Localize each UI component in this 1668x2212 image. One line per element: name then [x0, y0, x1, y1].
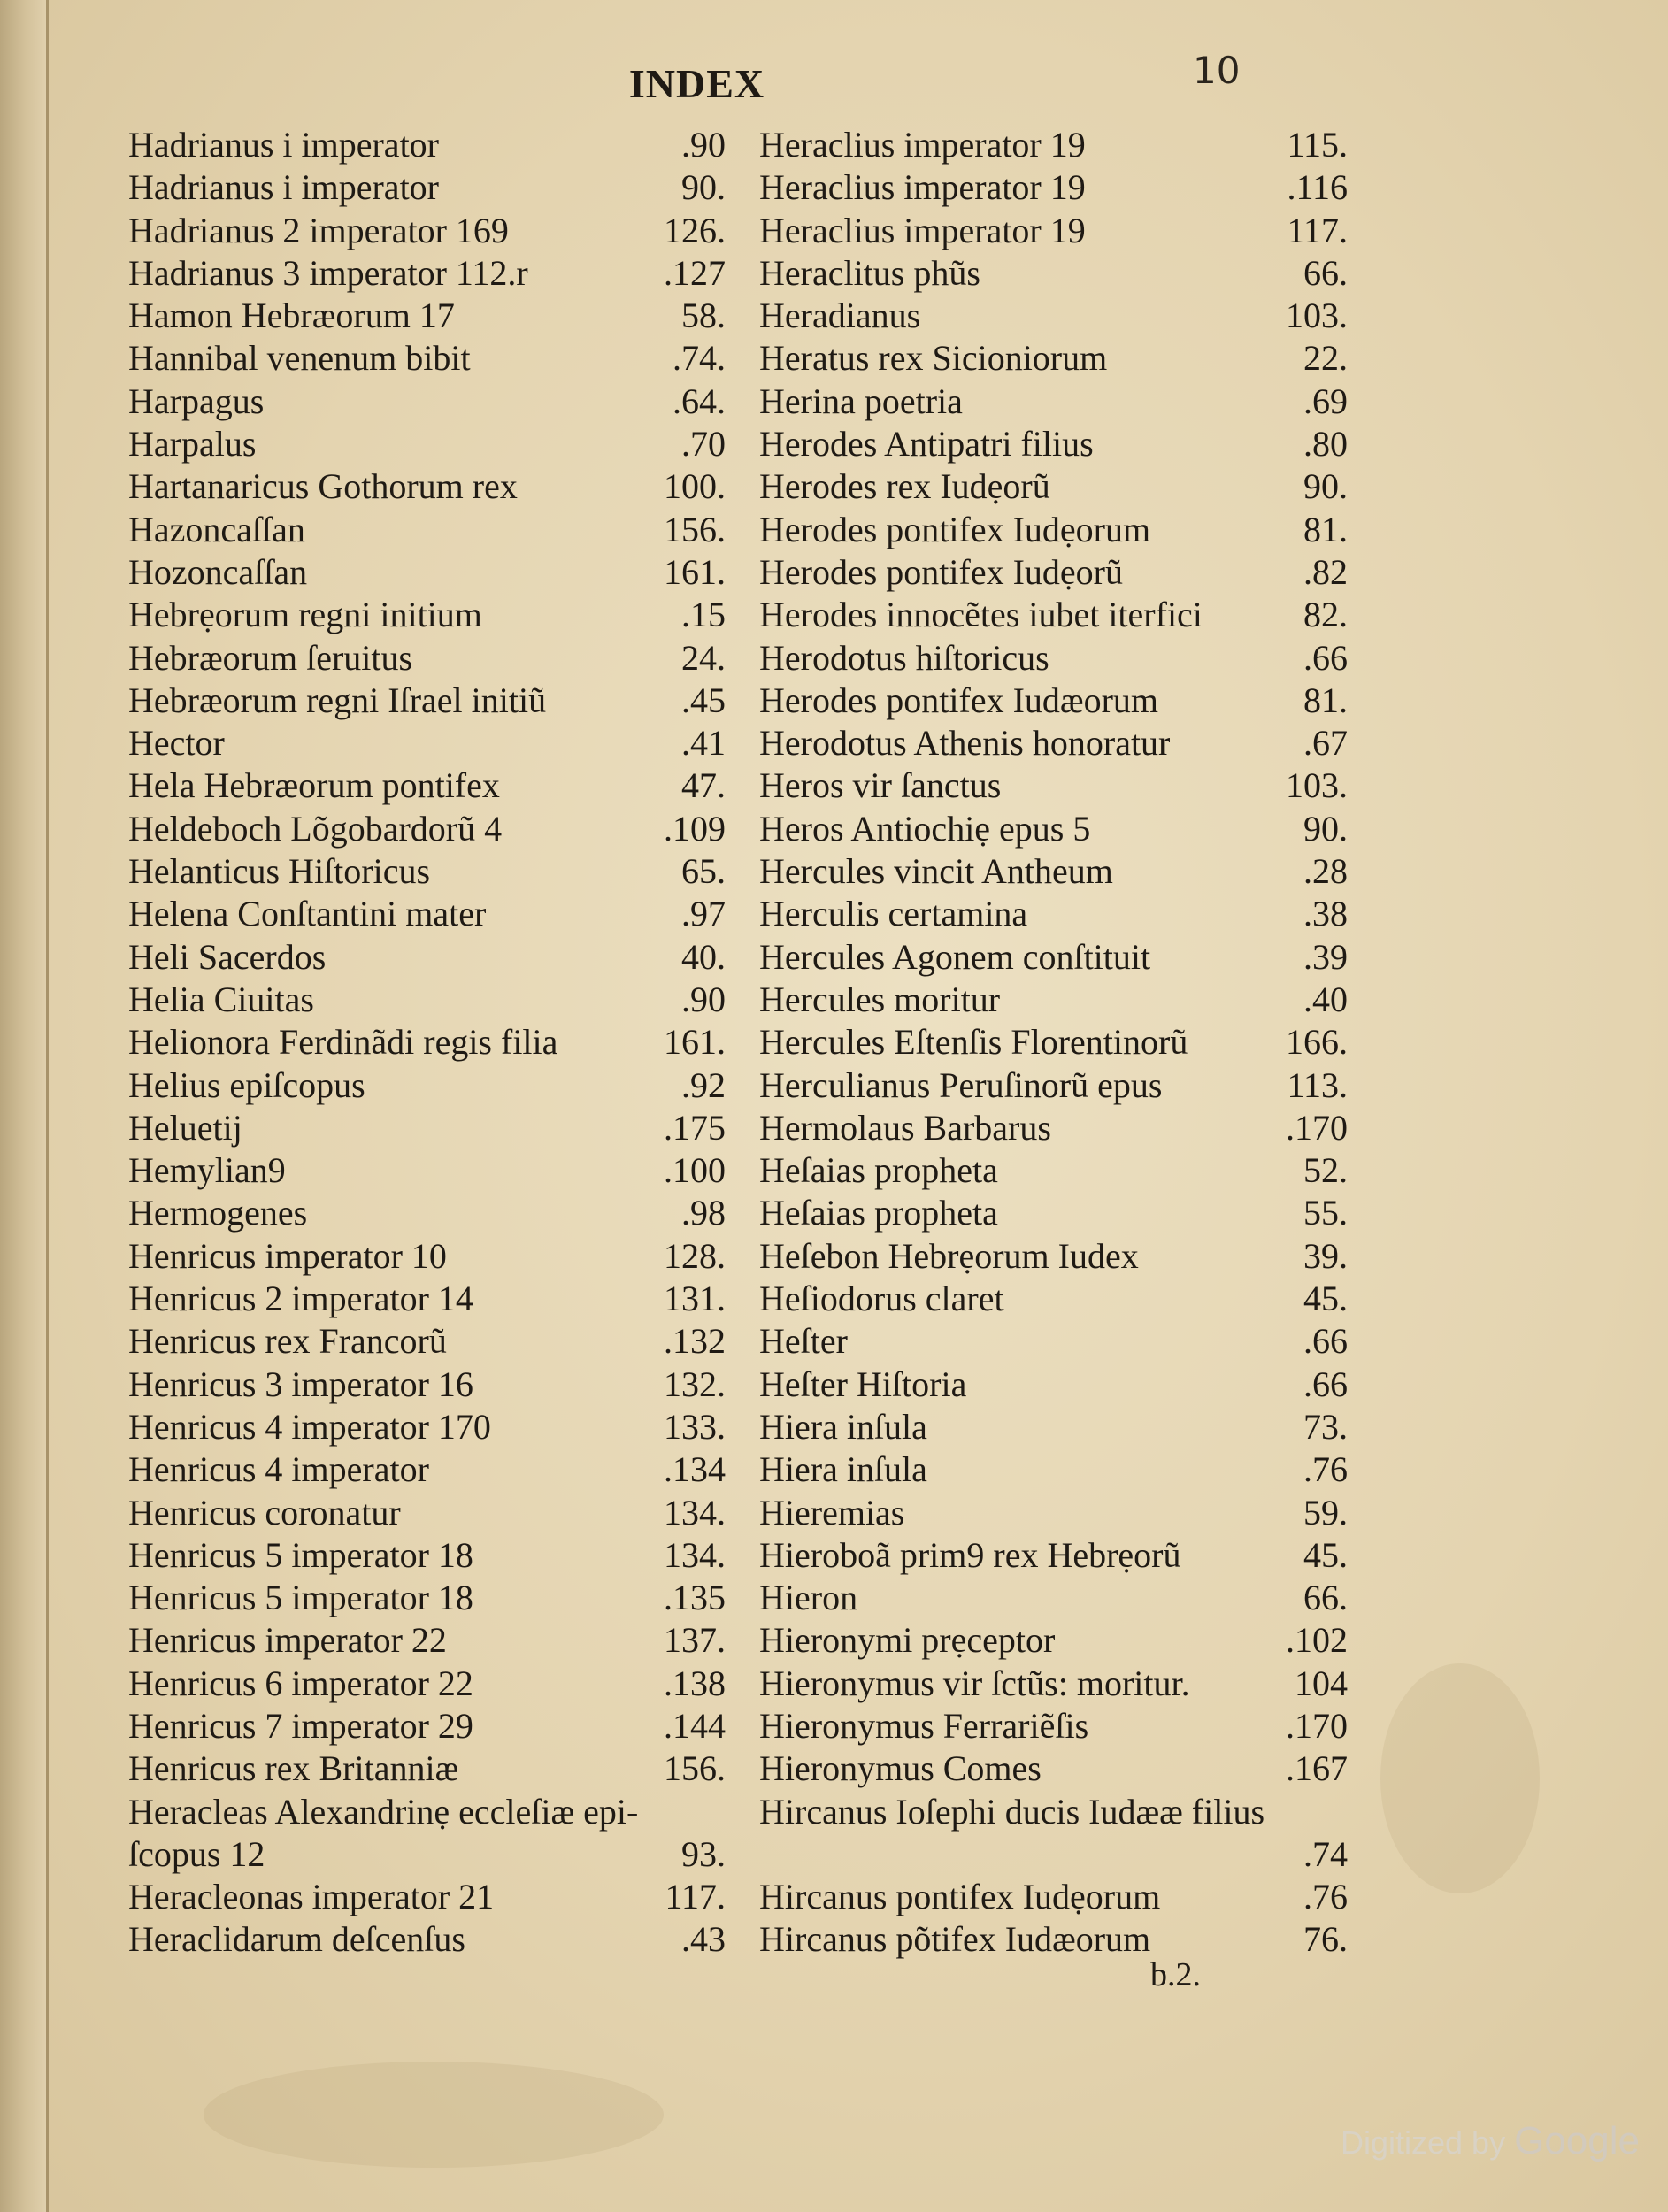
- index-entry: [128, 680, 726, 722]
- index-column-left: [128, 124, 726, 1962]
- index-entry-page: 58.: [681, 296, 726, 336]
- index-entry-page: .134: [664, 1449, 726, 1490]
- index-entry: [128, 637, 726, 680]
- index-entry-page: 100.: [664, 466, 726, 507]
- index-entry-page: .170: [1286, 1705, 1348, 1746]
- index-entry-page: .43: [681, 1919, 726, 1960]
- index-entry-page: 161.: [664, 551, 726, 592]
- index-entry: [759, 1747, 1348, 1790]
- index-entry: [128, 1278, 726, 1320]
- index-entry-name: Hieron: [759, 1578, 858, 1618]
- index-entry: [759, 252, 1348, 295]
- index-entry-page: 103.: [1286, 765, 1348, 806]
- index-entry-page: .170: [1286, 1107, 1348, 1148]
- index-entry: [128, 1918, 726, 1961]
- index-entry: [128, 465, 726, 508]
- index-entry-name: Heſter: [759, 1321, 848, 1362]
- index-entry-page: .66: [1303, 1321, 1348, 1362]
- index-entry-name: Heſaias propheta: [759, 1193, 998, 1233]
- index-entry-page: .64.: [673, 380, 726, 421]
- index-entry: [128, 1534, 726, 1577]
- index-entry: [128, 893, 726, 935]
- index-entry-page: 115.: [1287, 125, 1348, 165]
- page-gutter: [0, 0, 46, 2212]
- index-entry-page: 137.: [664, 1620, 726, 1661]
- index-entry-page: 24.: [681, 637, 726, 678]
- index-entry: [128, 1064, 726, 1107]
- index-entry: [759, 1021, 1348, 1064]
- index-entry: [128, 1791, 726, 1833]
- index-entry-name: ſcopus 12: [128, 1833, 265, 1874]
- index-entry-page: 40.: [681, 936, 726, 977]
- index-entry: [759, 1064, 1348, 1107]
- index-entry-name: Hadrianus 2 imperator 169: [128, 210, 509, 250]
- index-entry-name: Heros Antiochiẹ epus 5: [759, 808, 1091, 849]
- index-entry: [128, 124, 726, 166]
- index-entry: [128, 594, 726, 636]
- index-entry-page: .41: [681, 723, 726, 764]
- index-entry: [128, 1705, 726, 1747]
- index-entry-name: Henricus 5 imperator 18: [128, 1578, 473, 1618]
- index-entry-page: 81.: [1303, 680, 1348, 720]
- index-entry-page: 82.: [1303, 595, 1348, 635]
- index-entry-name: Hercules moritur: [759, 979, 1001, 1019]
- index-entry-page: 134.: [664, 1534, 726, 1575]
- index-entry-page: .45: [681, 680, 726, 720]
- index-entry: [128, 1619, 726, 1662]
- index-entry-page: .70: [681, 424, 726, 465]
- index-entry-name: Hadrianus i imperator: [128, 167, 439, 208]
- index-entry: [759, 1192, 1348, 1234]
- index-entry-name: Hiera inſula: [759, 1406, 927, 1447]
- index-entry-name: Henricus 6 imperator 22: [128, 1663, 473, 1703]
- index-entry-name: Hamon Hebræorum 17: [128, 296, 455, 336]
- index-entry-page: .38: [1303, 894, 1348, 934]
- index-entry: [759, 1406, 1348, 1448]
- index-entry-name: Henricus 7 imperator 29: [128, 1705, 473, 1746]
- paper-stain: [1380, 1663, 1540, 1893]
- index-entry: [759, 295, 1348, 337]
- index-entry-page: .98: [681, 1193, 726, 1233]
- index-entry-name: Henricus 3 imperator 16: [128, 1363, 473, 1404]
- index-entry-page: 39.: [1303, 1235, 1348, 1276]
- index-entry: [128, 1663, 726, 1705]
- index-entry-name: Heracleonas imperator 21: [128, 1877, 495, 1917]
- index-entry-name: Hieronymus Comes: [759, 1748, 1042, 1789]
- index-entry-page: .74.: [673, 338, 726, 379]
- index-entry-page: 45.: [1303, 1534, 1348, 1575]
- index-entry: [759, 1791, 1348, 1833]
- index-entry-page: .109: [664, 808, 726, 849]
- index-entry-page: 55.: [1303, 1193, 1348, 1233]
- index-entry-name: Hieremias: [759, 1492, 905, 1532]
- index-entry: [128, 1492, 726, 1534]
- index-entry-name: Helanticus Hiſtoricus: [128, 851, 431, 892]
- index-entry-page: .67: [1303, 723, 1348, 764]
- index-entry-page: .127: [664, 252, 726, 293]
- index-entry-name: Henricus 4 imperator 170: [128, 1406, 491, 1447]
- digitized-prefix: Digitized by: [1341, 2124, 1506, 2161]
- index-entry: [128, 252, 726, 295]
- index-entry: [128, 210, 726, 252]
- index-entry: [128, 1107, 726, 1149]
- index-entry-name: Herculianus Peruſinorũ epus: [759, 1064, 1163, 1105]
- index-entry: [128, 1747, 726, 1790]
- index-entry: [759, 808, 1348, 850]
- index-entry: [759, 1149, 1348, 1192]
- index-entry: [128, 850, 726, 893]
- index-entry-name: Hozoncaſſan: [128, 551, 308, 592]
- index-entry: [128, 808, 726, 850]
- index-entry: [759, 594, 1348, 636]
- index-entry-page: .138: [664, 1663, 726, 1703]
- index-entry-page: .80: [1303, 424, 1348, 465]
- index-entry: [128, 1320, 726, 1363]
- index-entry-name: Herodotus hiſtoricus: [759, 637, 1049, 678]
- index-entry-page: .132: [664, 1321, 726, 1362]
- index-entry-page: 161.: [664, 1022, 726, 1063]
- index-entry-name: Heli Sacerdos: [128, 936, 327, 977]
- index-entry-name: Heratus rex Sicioniorum: [759, 338, 1108, 379]
- index-entry: [128, 1448, 726, 1491]
- index-entry-page: 103.: [1286, 296, 1348, 336]
- index-entry: [128, 936, 726, 979]
- index-entry: [128, 509, 726, 551]
- index-entry: [759, 1534, 1348, 1577]
- index-entry-name: Hadrianus 3 imperator 112.r: [128, 252, 528, 293]
- index-entry-page: 76.: [1303, 1919, 1348, 1960]
- index-entry-name: Hircanus Ioſephi ducis Iudææ filius: [759, 1791, 1265, 1832]
- index-entry-name: Henricus 4 imperator: [128, 1449, 429, 1490]
- index-entry-page: 156.: [664, 509, 726, 549]
- index-entry-page: .100: [664, 1150, 726, 1191]
- index-entry-page: .102: [1286, 1620, 1348, 1661]
- index-entry: [759, 1577, 1348, 1619]
- index-entry-name: Hebræorum regni Iſrael initiũ: [128, 680, 547, 720]
- index-entry-name: Henricus coronatur: [128, 1492, 401, 1532]
- index-entry: [128, 423, 726, 465]
- index-entry-name: Heraclius imperator 19: [759, 125, 1086, 165]
- index-entry-name: Heſiodorus claret: [759, 1279, 1004, 1319]
- index-entry-page: 166.: [1286, 1022, 1348, 1063]
- index-entry-name: Herodes Antipatri filius: [759, 424, 1094, 465]
- index-entry-name: Heraclitus phũs: [759, 252, 980, 293]
- index-entry-name: Hiera inſula: [759, 1449, 927, 1490]
- index-entry-page: 117.: [1287, 210, 1348, 250]
- index-entry-name: Hannibal venenum bibit: [128, 338, 471, 379]
- index-entry-page: .66: [1303, 637, 1348, 678]
- index-entry-name: Heluetij: [128, 1107, 242, 1148]
- index-entry: [759, 637, 1348, 680]
- index-entry-name: Henricus imperator 22: [128, 1620, 447, 1661]
- index-entry-name: Henricus rex Britanniæ: [128, 1748, 459, 1789]
- index-entry-name: Helionora Ferdinãdi regis filia: [128, 1022, 558, 1063]
- index-entry-page: 90.: [1303, 808, 1348, 849]
- index-entry-page: .90: [681, 979, 726, 1019]
- index-entry-page: 131.: [664, 1279, 726, 1319]
- index-entry-name: Harpalus: [128, 424, 257, 465]
- index-entry-page: 22.: [1303, 338, 1348, 379]
- index-entry-page: .90: [681, 125, 726, 165]
- index-entry-page: .135: [664, 1578, 726, 1618]
- index-entry: [759, 979, 1348, 1021]
- index-entry-page: 66.: [1303, 1578, 1348, 1618]
- index-entry-name: Heraclius imperator 19: [759, 167, 1086, 208]
- index-entry: [128, 1833, 726, 1876]
- index-entry-name: Hector: [128, 723, 225, 764]
- index-entry-name: Helena Conſtantini mater: [128, 894, 487, 934]
- index-entry-page: 90.: [681, 167, 726, 208]
- index-entry-page: 52.: [1303, 1150, 1348, 1191]
- index-entry-page: .167: [1286, 1748, 1348, 1789]
- index-entry: [128, 166, 726, 209]
- index-entry-name: Heraclius imperator 19: [759, 210, 1086, 250]
- index-entry: [759, 337, 1348, 380]
- index-entry-name: Herodes pontifex Iudẹorũ: [759, 551, 1123, 592]
- index-entry-page: .144: [664, 1705, 726, 1746]
- index-entry: [759, 1320, 1348, 1363]
- index-entry: [759, 166, 1348, 209]
- index-entry: [759, 1619, 1348, 1662]
- index-entry-name: Hemylian9: [128, 1150, 286, 1191]
- index-entry-name: Herculis certamina: [759, 894, 1028, 934]
- index-entry-page: .39: [1303, 936, 1348, 977]
- index-entry-name: Henricus imperator 10: [128, 1235, 447, 1276]
- index-entry: [128, 1021, 726, 1064]
- index-entry: [128, 1876, 726, 1918]
- index-entry-name: Hazoncaſſan: [128, 509, 305, 549]
- index-entry-page: .74: [1303, 1833, 1348, 1874]
- index-entry-name: Herodotus Athenis honoratur: [759, 723, 1171, 764]
- index-entry-name: Hebrẹorum regni initium: [128, 595, 482, 635]
- index-entry: [759, 465, 1348, 508]
- index-entry: [759, 1833, 1348, 1876]
- index-entry: [128, 1235, 726, 1278]
- index-entry-name: Heradianus: [759, 296, 921, 336]
- index-entry: [759, 1918, 1348, 1961]
- index-entry-page: .76: [1303, 1877, 1348, 1917]
- index-entry: [128, 1406, 726, 1448]
- index-entry: [759, 1705, 1348, 1747]
- index-entry-page: .175: [664, 1107, 726, 1148]
- index-entry-name: Heldeboch Lõgobardorũ 4: [128, 808, 503, 849]
- index-entry: [759, 1235, 1348, 1278]
- index-entry-page: 156.: [664, 1748, 726, 1789]
- index-entry: [128, 1192, 726, 1234]
- index-entry-name: Heros vir ſanctus: [759, 765, 1002, 806]
- index-entry: [128, 295, 726, 337]
- index-entry-page: 128.: [664, 1235, 726, 1276]
- digitized-brand: Google: [1514, 2119, 1640, 2162]
- index-entry-page: 66.: [1303, 252, 1348, 293]
- index-entry-name: Hieronymus vir ſctũs: moritur.: [759, 1663, 1190, 1703]
- index-entry-page: 126.: [664, 210, 726, 250]
- index-entry: [759, 850, 1348, 893]
- index-entry: [759, 1876, 1348, 1918]
- index-entry: [128, 1363, 726, 1406]
- index-entry-name: Hieronymi prẹceptor: [759, 1620, 1056, 1661]
- index-entry-page: .15: [681, 595, 726, 635]
- index-entry: [128, 1149, 726, 1192]
- index-entry-name: Henricus 5 imperator 18: [128, 1534, 473, 1575]
- index-entry-name: Hircanus pontifex Iudẹorum: [759, 1877, 1161, 1917]
- index-entry-name: Hircanus põtifex Iudæorum: [759, 1919, 1151, 1960]
- index-entry-name: Helia Ciuitas: [128, 979, 314, 1019]
- index-entry-name: Hermogenes: [128, 1193, 308, 1233]
- index-entry-page: 133.: [664, 1406, 726, 1447]
- index-entry-name: Hieroboã prim9 rex Hebrẹorũ: [759, 1534, 1181, 1575]
- index-entry: [128, 722, 726, 764]
- index-entry: [759, 551, 1348, 594]
- index-entry-name: Hercules Eſtenſis Florentinorũ: [759, 1022, 1188, 1063]
- page-title: INDEX: [628, 61, 765, 106]
- index-entry-name: Herodes pontifex Iudẹorum: [759, 509, 1151, 549]
- index-entry: [759, 210, 1348, 252]
- index-entry: [759, 423, 1348, 465]
- index-entry-name: Hermolaus Barbarus: [759, 1107, 1051, 1148]
- index-entry-page: 132.: [664, 1363, 726, 1404]
- index-entry: [128, 337, 726, 380]
- index-entry: [128, 764, 726, 807]
- index-entry-name: Hercules vincit Antheum: [759, 851, 1113, 892]
- index-entry-page: 65.: [681, 851, 726, 892]
- index-entry-page: 90.: [1303, 466, 1348, 507]
- index-entry-name: Hebræorum ſeruitus: [128, 637, 413, 678]
- index-entry-page: 73.: [1303, 1406, 1348, 1447]
- index-entry-page: 59.: [1303, 1492, 1348, 1532]
- index-entry-name: Hartanaricus Gothorum rex: [128, 466, 518, 507]
- index-entry-page: 45.: [1303, 1279, 1348, 1319]
- index-entry-name: Herina poetria: [759, 380, 963, 421]
- index-entry-name: Henricus 2 imperator 14: [128, 1279, 473, 1319]
- index-entry-page: .92: [681, 1064, 726, 1105]
- index-entry-name: Hadrianus i imperator: [128, 125, 439, 165]
- index-entry: [759, 936, 1348, 979]
- index-entry: [759, 1492, 1348, 1534]
- index-entry-name: Hela Hebræorum pontifex: [128, 765, 500, 806]
- index-entry: [759, 680, 1348, 722]
- index-entry-name: Heraclidarum deſcenſus: [128, 1919, 465, 1960]
- index-entry: [128, 1577, 726, 1619]
- index-entry-page: 47.: [681, 765, 726, 806]
- index-entry-name: Heſebon Hebrẹorum Iudex: [759, 1235, 1139, 1276]
- index-entry: [759, 1363, 1348, 1406]
- index-entry-page: .116: [1287, 167, 1348, 208]
- index-entry-page: 104: [1295, 1663, 1348, 1703]
- index-entry: [128, 551, 726, 594]
- digitized-watermark: [1341, 2119, 1640, 2163]
- index-entry: [759, 722, 1348, 764]
- index-entry-name: Harpagus: [128, 380, 265, 421]
- index-entry-name: Hieronymus Ferrariẽſis: [759, 1705, 1089, 1746]
- index-entry-name: Helius epiſcopus: [128, 1064, 365, 1105]
- index-entry-page: 134.: [664, 1492, 726, 1532]
- index-entry: [759, 509, 1348, 551]
- index-entry-page: .97: [681, 894, 726, 934]
- index-entry-page: .66: [1303, 1363, 1348, 1404]
- index-entry-page: 117.: [665, 1877, 726, 1917]
- index-entry: [759, 764, 1348, 807]
- index-entry-name: Heſter Hiſtoria: [759, 1363, 967, 1404]
- index-entry-name: Henricus rex Francorũ: [128, 1321, 447, 1362]
- index-entry: [759, 1663, 1348, 1705]
- index-entry-page: .28: [1303, 851, 1348, 892]
- index-entry-page: .82: [1303, 551, 1348, 592]
- index-entry-name: Herodes innocẽtes iubet iterfici: [759, 595, 1203, 635]
- index-column-right: [759, 124, 1348, 1962]
- index-entry-page: 93.: [681, 1833, 726, 1874]
- paper-stain: [204, 2062, 664, 2168]
- index-entry: [128, 979, 726, 1021]
- index-entry-name: Herodes pontifex Iudæorum: [759, 680, 1159, 720]
- index-entry: [759, 124, 1348, 166]
- gutter-edge: [46, 0, 49, 2212]
- index-entry-name: Heſaias propheta: [759, 1150, 998, 1191]
- index-entry-name: Hercules Agonem conſtituit: [759, 936, 1151, 977]
- index-entry-page: .76: [1303, 1449, 1348, 1490]
- index-entry: [759, 893, 1348, 935]
- index-entry: [759, 380, 1348, 423]
- index-entry-name: Heracleas Alexandrinẹ eccleſiæ epi-: [128, 1791, 639, 1832]
- index-entry-page: .40: [1303, 979, 1348, 1019]
- signature-mark: b.2.: [1150, 1956, 1201, 1993]
- index-entry: [759, 1448, 1348, 1491]
- index-entry: [128, 380, 726, 423]
- index-entry: [759, 1107, 1348, 1149]
- index-entry-page: 113.: [1287, 1064, 1348, 1105]
- index-entry-page: 81.: [1303, 509, 1348, 549]
- index-entry-page: .69: [1303, 380, 1348, 421]
- index-entry: [759, 1278, 1348, 1320]
- index-entry-name: Herodes rex Iudẹorũ: [759, 466, 1050, 507]
- folio-number: 10: [1193, 49, 1241, 92]
